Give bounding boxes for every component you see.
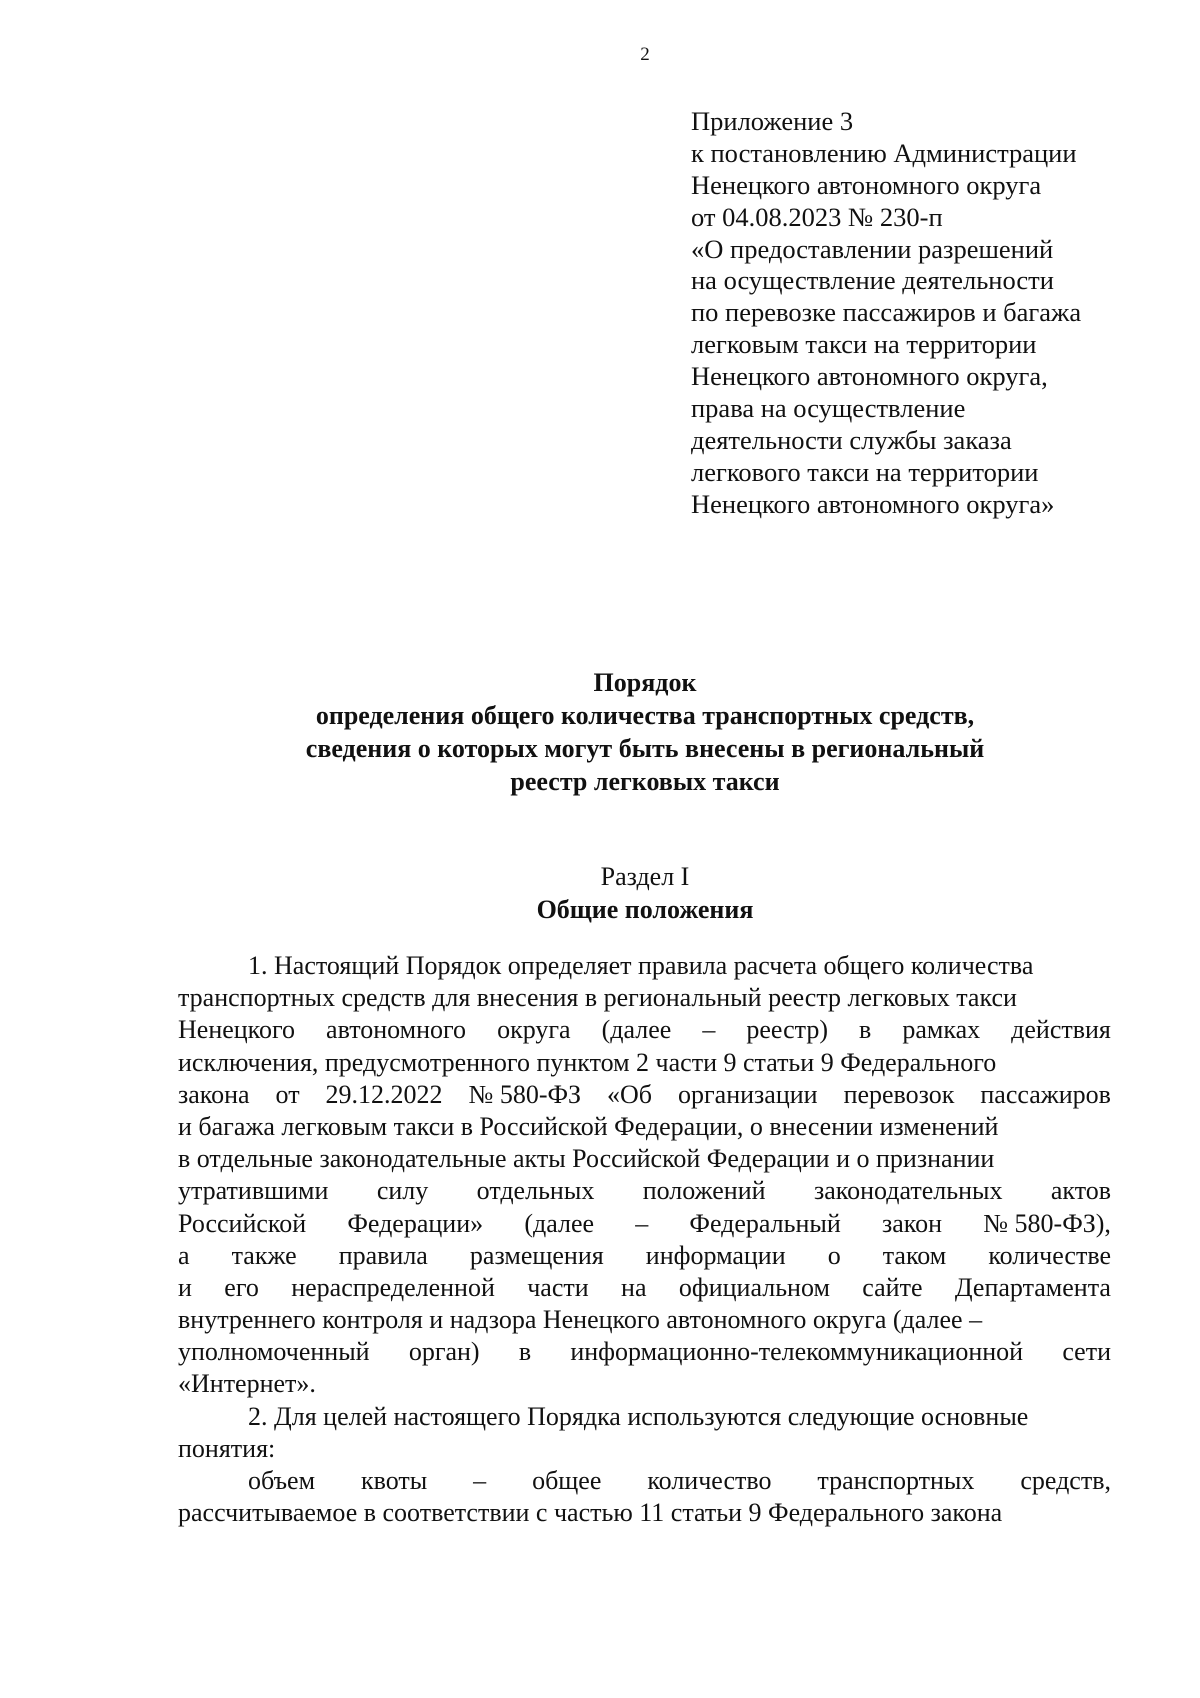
appendix-line: от 04.08.2023 № 230-п [691, 201, 943, 232]
paragraph-line: в отдельные законодательные акты Российской Федерации и о признании [178, 1144, 995, 1174]
title-line: Порядок [593, 668, 697, 697]
paragraph-line: и багажа легковым такси в Российской Федерации, о внесении изменений [178, 1111, 999, 1141]
word: № 580-ФЗ [468, 1079, 582, 1109]
paragraph-line: понятия: [178, 1433, 276, 1463]
document-title [0, 666, 1200, 798]
word: «Об [607, 1079, 653, 1109]
paragraph-line [178, 1014, 1111, 1046]
word: закон [882, 1208, 943, 1238]
word: действия [1011, 1015, 1111, 1045]
word: квоты [360, 1466, 428, 1495]
word: количестве [988, 1240, 1111, 1270]
word: в [859, 1015, 872, 1045]
word: количество [647, 1466, 772, 1495]
word: объем [248, 1466, 316, 1495]
paragraph-line [178, 1336, 1111, 1368]
word: автономного [326, 1015, 467, 1045]
word: актов [1050, 1176, 1111, 1206]
title-line: сведения о которых могут быть внесены в региональный [305, 734, 985, 763]
paragraph-line: 2. Для целей настоящего Порядка используются следующие основные [248, 1401, 1029, 1431]
word: сайте [862, 1272, 923, 1302]
appendix-line: легкового такси на территории [691, 456, 1039, 487]
paragraph-line [178, 1208, 1111, 1240]
word: перевозок [843, 1079, 955, 1109]
word: (далее [601, 1015, 672, 1045]
word: Российской [178, 1208, 307, 1238]
word: средств, [1020, 1466, 1111, 1495]
word: части [527, 1272, 589, 1302]
word: в [518, 1337, 532, 1367]
word: пассажиров [980, 1079, 1111, 1109]
paragraph-line: исключения, предусмотренного пунктом 2 части 9 статьи 9 Федерального [178, 1047, 997, 1077]
paragraph-line [178, 1175, 1111, 1207]
appendix-line: «О предоставлении разрешений [691, 233, 1054, 264]
paragraph-line: «Интернет». [178, 1369, 316, 1399]
title-line: определения общего количества транспортных средств, [315, 701, 975, 730]
word: утратившими [178, 1176, 329, 1206]
word: Федеральный [689, 1208, 841, 1238]
word: нераспределенной [291, 1272, 495, 1302]
appendix-line: права на осуществление [691, 393, 966, 424]
paragraph-line: 1. Настоящий Порядок определяет правила расчета общего количества [248, 951, 1034, 980]
word: уполномоченный [178, 1337, 370, 1367]
word: таком [882, 1240, 947, 1270]
word: организации [678, 1079, 818, 1109]
appendix-block [691, 106, 1081, 521]
appendix-line: Ненецкого автономного округа [691, 169, 1042, 200]
word: закона [178, 1079, 250, 1109]
appendix-line: на осуществление деятельности [691, 265, 1054, 296]
word: округа [497, 1015, 571, 1045]
word: общее [532, 1466, 602, 1495]
word: официальном [678, 1272, 830, 1302]
word: – [473, 1466, 487, 1495]
word: сети [1062, 1337, 1111, 1367]
word: информации [645, 1240, 786, 1270]
word: Ненецкого [178, 1015, 296, 1045]
word: от [275, 1079, 300, 1109]
body-text [178, 950, 1111, 1529]
word: (далее [524, 1208, 595, 1238]
page-number: 2 [640, 44, 650, 65]
paragraph-line: транспортных средств для внесения в региональный реестр легковых такси [178, 983, 1017, 1013]
word: его [224, 1272, 259, 1302]
appendix-line: Ненецкого автономного округа» [691, 488, 1055, 519]
word: рамках [902, 1015, 981, 1045]
paragraph-line [178, 1465, 1111, 1497]
appendix-line: деятельности службы заказа [691, 424, 1012, 455]
word: 29.12.2022 [325, 1079, 443, 1109]
word: законодательных [813, 1176, 1003, 1206]
word: размещения [469, 1240, 604, 1270]
word: и [178, 1272, 192, 1302]
word: положений [642, 1176, 766, 1206]
word: на [621, 1272, 647, 1302]
word: Федерации» [347, 1208, 484, 1238]
section-label: Раздел I [600, 862, 690, 891]
appendix-line: Приложение 3 [691, 106, 854, 136]
paragraph-line [178, 1079, 1111, 1111]
word: № 580-ФЗ), [983, 1208, 1111, 1238]
appendix-line: по перевозке пассажиров и багажа [691, 297, 1082, 328]
word: орган) [408, 1337, 480, 1367]
word: силу [376, 1176, 429, 1206]
word: – [702, 1015, 716, 1045]
title-line: реестр легковых такси [510, 767, 780, 796]
word: информационно-телекоммуникационной [570, 1337, 1024, 1367]
appendix-line: Ненецкого автономного округа, [691, 361, 1048, 392]
paragraph-line: внутреннего контроля и надзора Ненецкого автономного округа (далее – [178, 1305, 983, 1335]
appendix-line: легковым такси на территории [691, 329, 1037, 360]
paragraph-line: рассчитываемое в соответствии с частью 11 статьи 9 Федерального закона [178, 1498, 1003, 1528]
word: транспортных [817, 1466, 975, 1495]
word: правила [338, 1240, 428, 1270]
word: а [178, 1240, 190, 1270]
word: реестр) [746, 1015, 828, 1045]
word: также [231, 1240, 297, 1270]
word: Департамента [954, 1272, 1111, 1302]
word: отдельных [476, 1176, 595, 1206]
word: – [635, 1208, 649, 1238]
paragraph-line [178, 1272, 1111, 1304]
section-name: Общие положения [536, 895, 754, 924]
appendix-line: к постановлению Администрации [691, 137, 1077, 168]
paragraph-line [178, 1240, 1111, 1272]
section-heading [0, 860, 1200, 926]
word: о [827, 1240, 841, 1270]
